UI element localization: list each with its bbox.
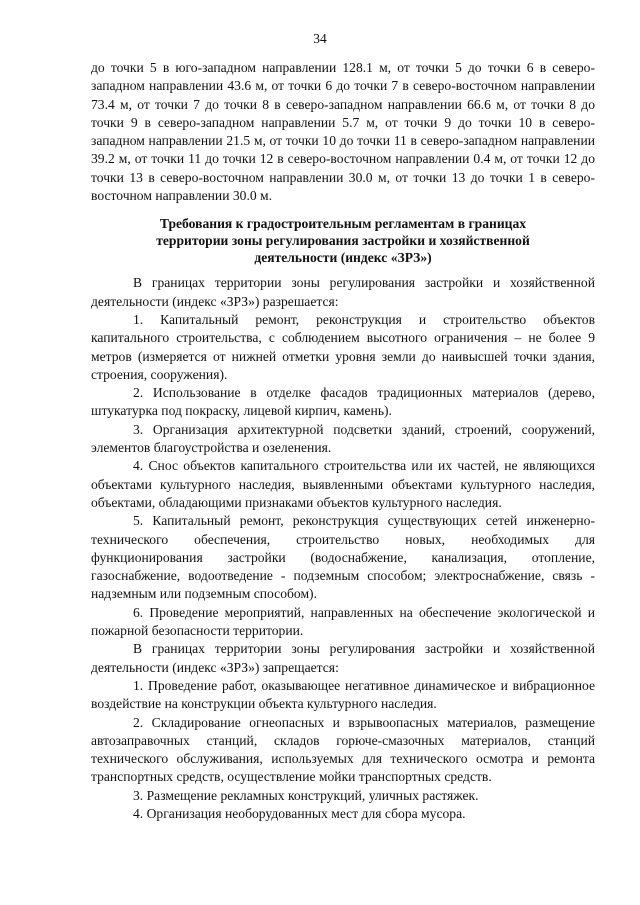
prohibited-item-3: 3. Размещение рекламных конструкций, уличных растяжек. [133, 787, 479, 803]
permitted-item-1: 1. Капитальный ремонт, реконструкция и строительство объектов капитального строительства, с соблюдением высотного ограничения – не более 9 метров (измеряется от нижней отметки уровня земли до наивысшей точки здания, строения, сооружения). [91, 311, 595, 382]
prohibited-intro-paragraph: В границах территории зоны регулирования застройки и хозяйственной деятельности (индекс «ЗРЗ») запрещается: [91, 641, 595, 675]
page-number: 34 [313, 31, 327, 46]
permitted-item-2: 2. Использование в отделке фасадов традиционных материалов (дерево, штукатурка под покраску, лицевой кирпич, камень). [91, 385, 595, 419]
prohibited-item-1: 1. Проведение работ, оказывающее негативное динамическое и вибрационное воздействие на конструкции объекта культурного наследия. [91, 677, 595, 712]
permitted-intro-paragraph: В границах территории зоны регулирования застройки и хозяйственной деятельности (индекс «ЗРЗ») разрешается: [91, 275, 595, 309]
permitted-item-4: 4. Снос объектов капитального строительства или их частей, не являющихся объектами культурного наследия, выявленными объектами культурного наследия, объектами, обладающими признаками объектов культурного наследия. [91, 458, 595, 510]
document-body [91, 59, 595, 823]
permitted-item-5: 5. Капитальный ремонт, реконструкция существующих сетей инженерно-технического обеспечения, строительство новых, необходимых для функционирования застройки (водоснабжение, канализация, отопление, газоснабжение, водоотведение - подземным способом; электроснабжение, связь - надземным или подземным способом). [91, 513, 595, 602]
prohibited-item-4: 4. Организация необорудованных мест для сбора мусора. [133, 805, 466, 821]
permitted-item-6: 6. Проведение мероприятий, направленных на обеспечение экологической и пожарной безопасности территории. [91, 604, 595, 639]
section-heading: Требования к градостроительным регламентам в границах территории зоны регулирования застройки и хозяйственной деятельности (индекс «ЗРЗ») [156, 216, 530, 266]
permitted-item-3: 3. Организация архитектурной подсветки зданий, строений, сооружений, элементов благоустройства и озеленения. [91, 421, 595, 456]
prohibited-item-2: 2. Складирование огнеопасных и взрывоопасных материалов, размещение автозаправочных станций, складов горюче-смазочных материалов, станций технического обслуживания, используемых для технического осмотра и ремонта транспортных средств, осуществление мойки транспортных средств. [91, 714, 595, 785]
boundary-description-paragraph: до точки 5 в юго-западном направлении 128.1 м, от точки 5 до точки 6 в северо-западном направлении 43.6 м, от точки 6 до точки 7 в северо-восточном направлении 73.4 м, от точки 7 до точки 8 в северо-западном направлении 66.6 м, от точки 8 до точки 9 в северо-западном направлении 5.7 м, от точки 9 до точки 10 в северо-западном направлении 21.5 м, от точки 10 до точки 11 в северо-западном направлении 39.2 м, от точки 11 до точки 12 в северо-восточном направлении 0.4 м, от точки 12 до точки 13 в северо-восточном направлении 30.0 м, от точки 13 до точки 1 в северо-восточном направлении 30.0 м. [91, 60, 595, 204]
